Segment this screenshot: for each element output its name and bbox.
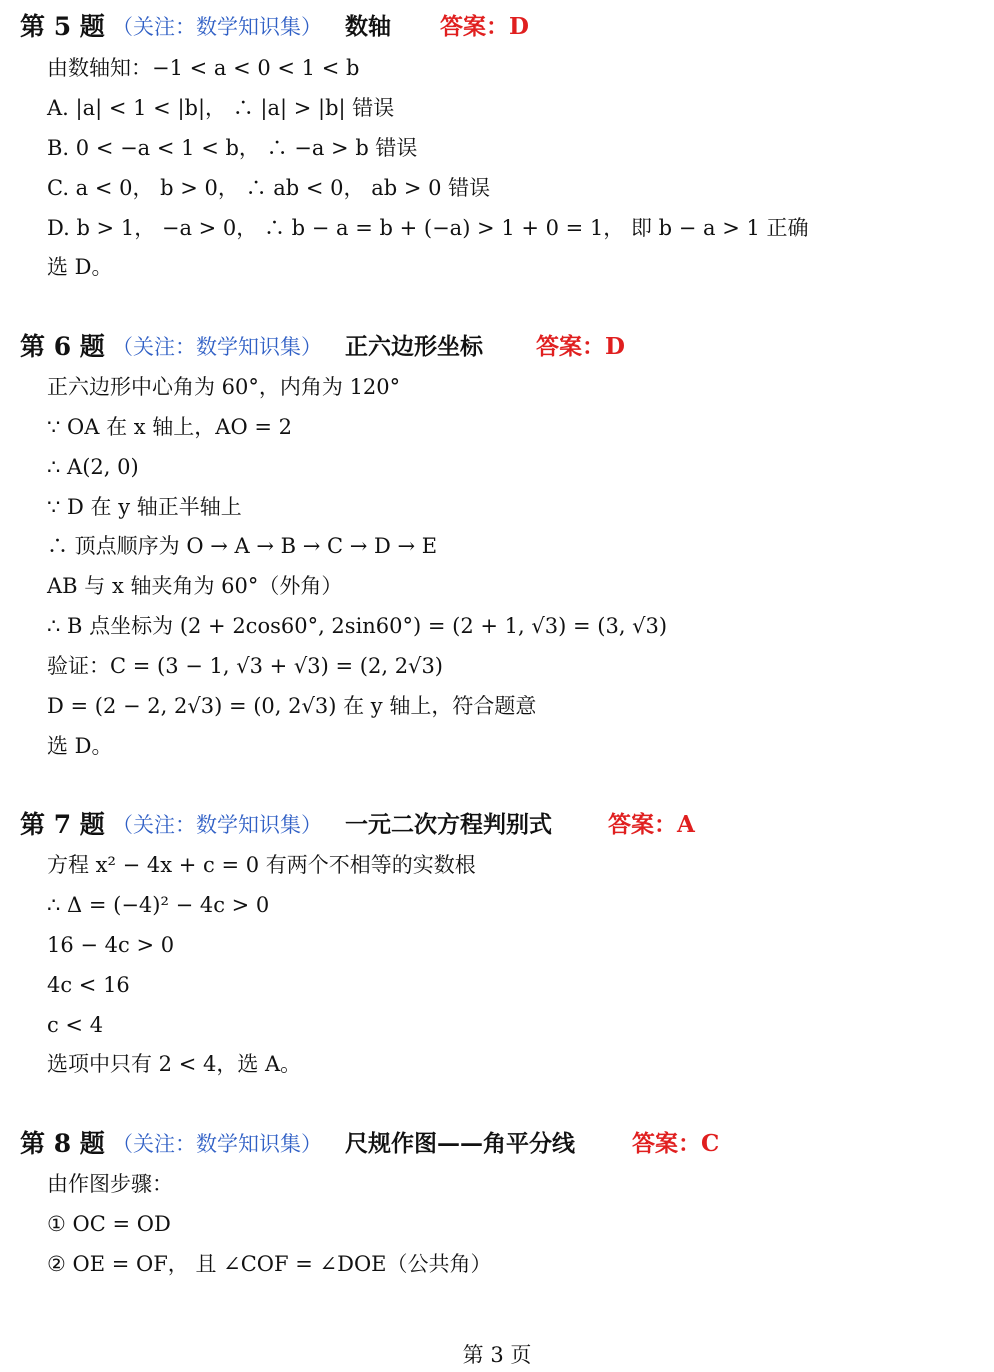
solution-line: ∵ D 在 y 轴正半轴上: [47, 495, 242, 519]
answer-label: 答案：A: [608, 811, 695, 838]
answer-label: 答案：D: [536, 333, 625, 360]
solution-line: A. |a| < 1 < |b|， ∴ |a| > |b| 错误: [47, 96, 395, 120]
solution-line: AB 与 x 轴夹角为 60°（外角）: [47, 574, 343, 598]
question-8-heading: [20, 1127, 760, 1161]
solution-line: 选 D。: [47, 734, 113, 758]
solution-line: 由数轴知：−1 < a < 0 < 1 < b: [47, 56, 360, 80]
solution-line: D = (2 − 2, 2√3) = (0, 2√3) 在 y 轴上，符合题意: [47, 694, 537, 718]
solution-line: 16 − 4c > 0: [47, 933, 175, 957]
solution-line: C. a < 0， b > 0， ∴ ab < 0， ab > 0 错误: [47, 176, 491, 200]
solution-line: ∵ OA 在 x 轴上，AO = 2: [47, 415, 292, 439]
answer-label: 答案：C: [632, 1130, 720, 1157]
solution-line: 正六边形中心角为 60°，内角为 120°: [47, 375, 401, 399]
question-title: 第 8 题: [20, 1129, 105, 1158]
question-title: 第 6 题: [20, 332, 105, 361]
solution-line: c < 4: [47, 1013, 104, 1037]
question-topic: 正六边形坐标: [345, 333, 483, 360]
solution-line: 由作图步骤：: [47, 1172, 173, 1196]
source-tag: （关注：数学知识集）: [112, 335, 322, 359]
solution-line: 验证：C = (3 − 1, √3 + √3) = (2, 2√3): [47, 654, 443, 678]
solution-line: ∴ B 点坐标为 (2 + 2cos60°, 2sin60°) = (2 + 1, √3) = (3, √3): [47, 614, 668, 638]
solution-line: ∴ 顶点顺序为 O → A → B → C → D → E: [47, 534, 438, 558]
solution-line: ∴ Δ = (−4)² − 4c > 0: [47, 893, 270, 917]
solution-line: 选 D。: [47, 255, 113, 279]
answer-label: 答案：D: [440, 13, 529, 40]
question-5-heading: [20, 10, 580, 44]
solution-line: ② OE = OF， 且 ∠COF = ∠DOE（公共角）: [47, 1252, 492, 1276]
source-tag: （关注：数学知识集）: [112, 15, 322, 39]
solution-line: 方程 x² − 4x + c = 0 有两个不相等的实数根: [47, 853, 476, 877]
solution-line: 选项中只有 2 < 4，选 A。: [47, 1052, 302, 1076]
solution-line: ∴ A(2, 0): [47, 455, 139, 479]
question-topic: 数轴: [345, 13, 391, 40]
source-tag: （关注：数学知识集）: [112, 1132, 322, 1156]
question-topic: 尺规作图——角平分线: [345, 1130, 575, 1157]
question-7-heading: [20, 808, 740, 842]
question-6-heading: [20, 330, 680, 364]
page-number: 第 3 页: [462, 1343, 532, 1367]
solution-line: 4c < 16: [47, 973, 130, 997]
solution-line: D. b > 1， −a > 0， ∴ b − a = b + (−a) > 1 + 0 = 1， 即 b − a > 1 正确: [47, 216, 809, 240]
solution-line: B. 0 < −a < 1 < b， ∴ −a > b 错误: [47, 136, 418, 160]
solution-line: ① OC = OD: [47, 1212, 171, 1236]
source-tag: （关注：数学知识集）: [112, 813, 322, 837]
question-title: 第 5 题: [20, 12, 105, 41]
question-title: 第 7 题: [20, 810, 105, 839]
question-topic: 一元二次方程判别式: [345, 811, 552, 838]
